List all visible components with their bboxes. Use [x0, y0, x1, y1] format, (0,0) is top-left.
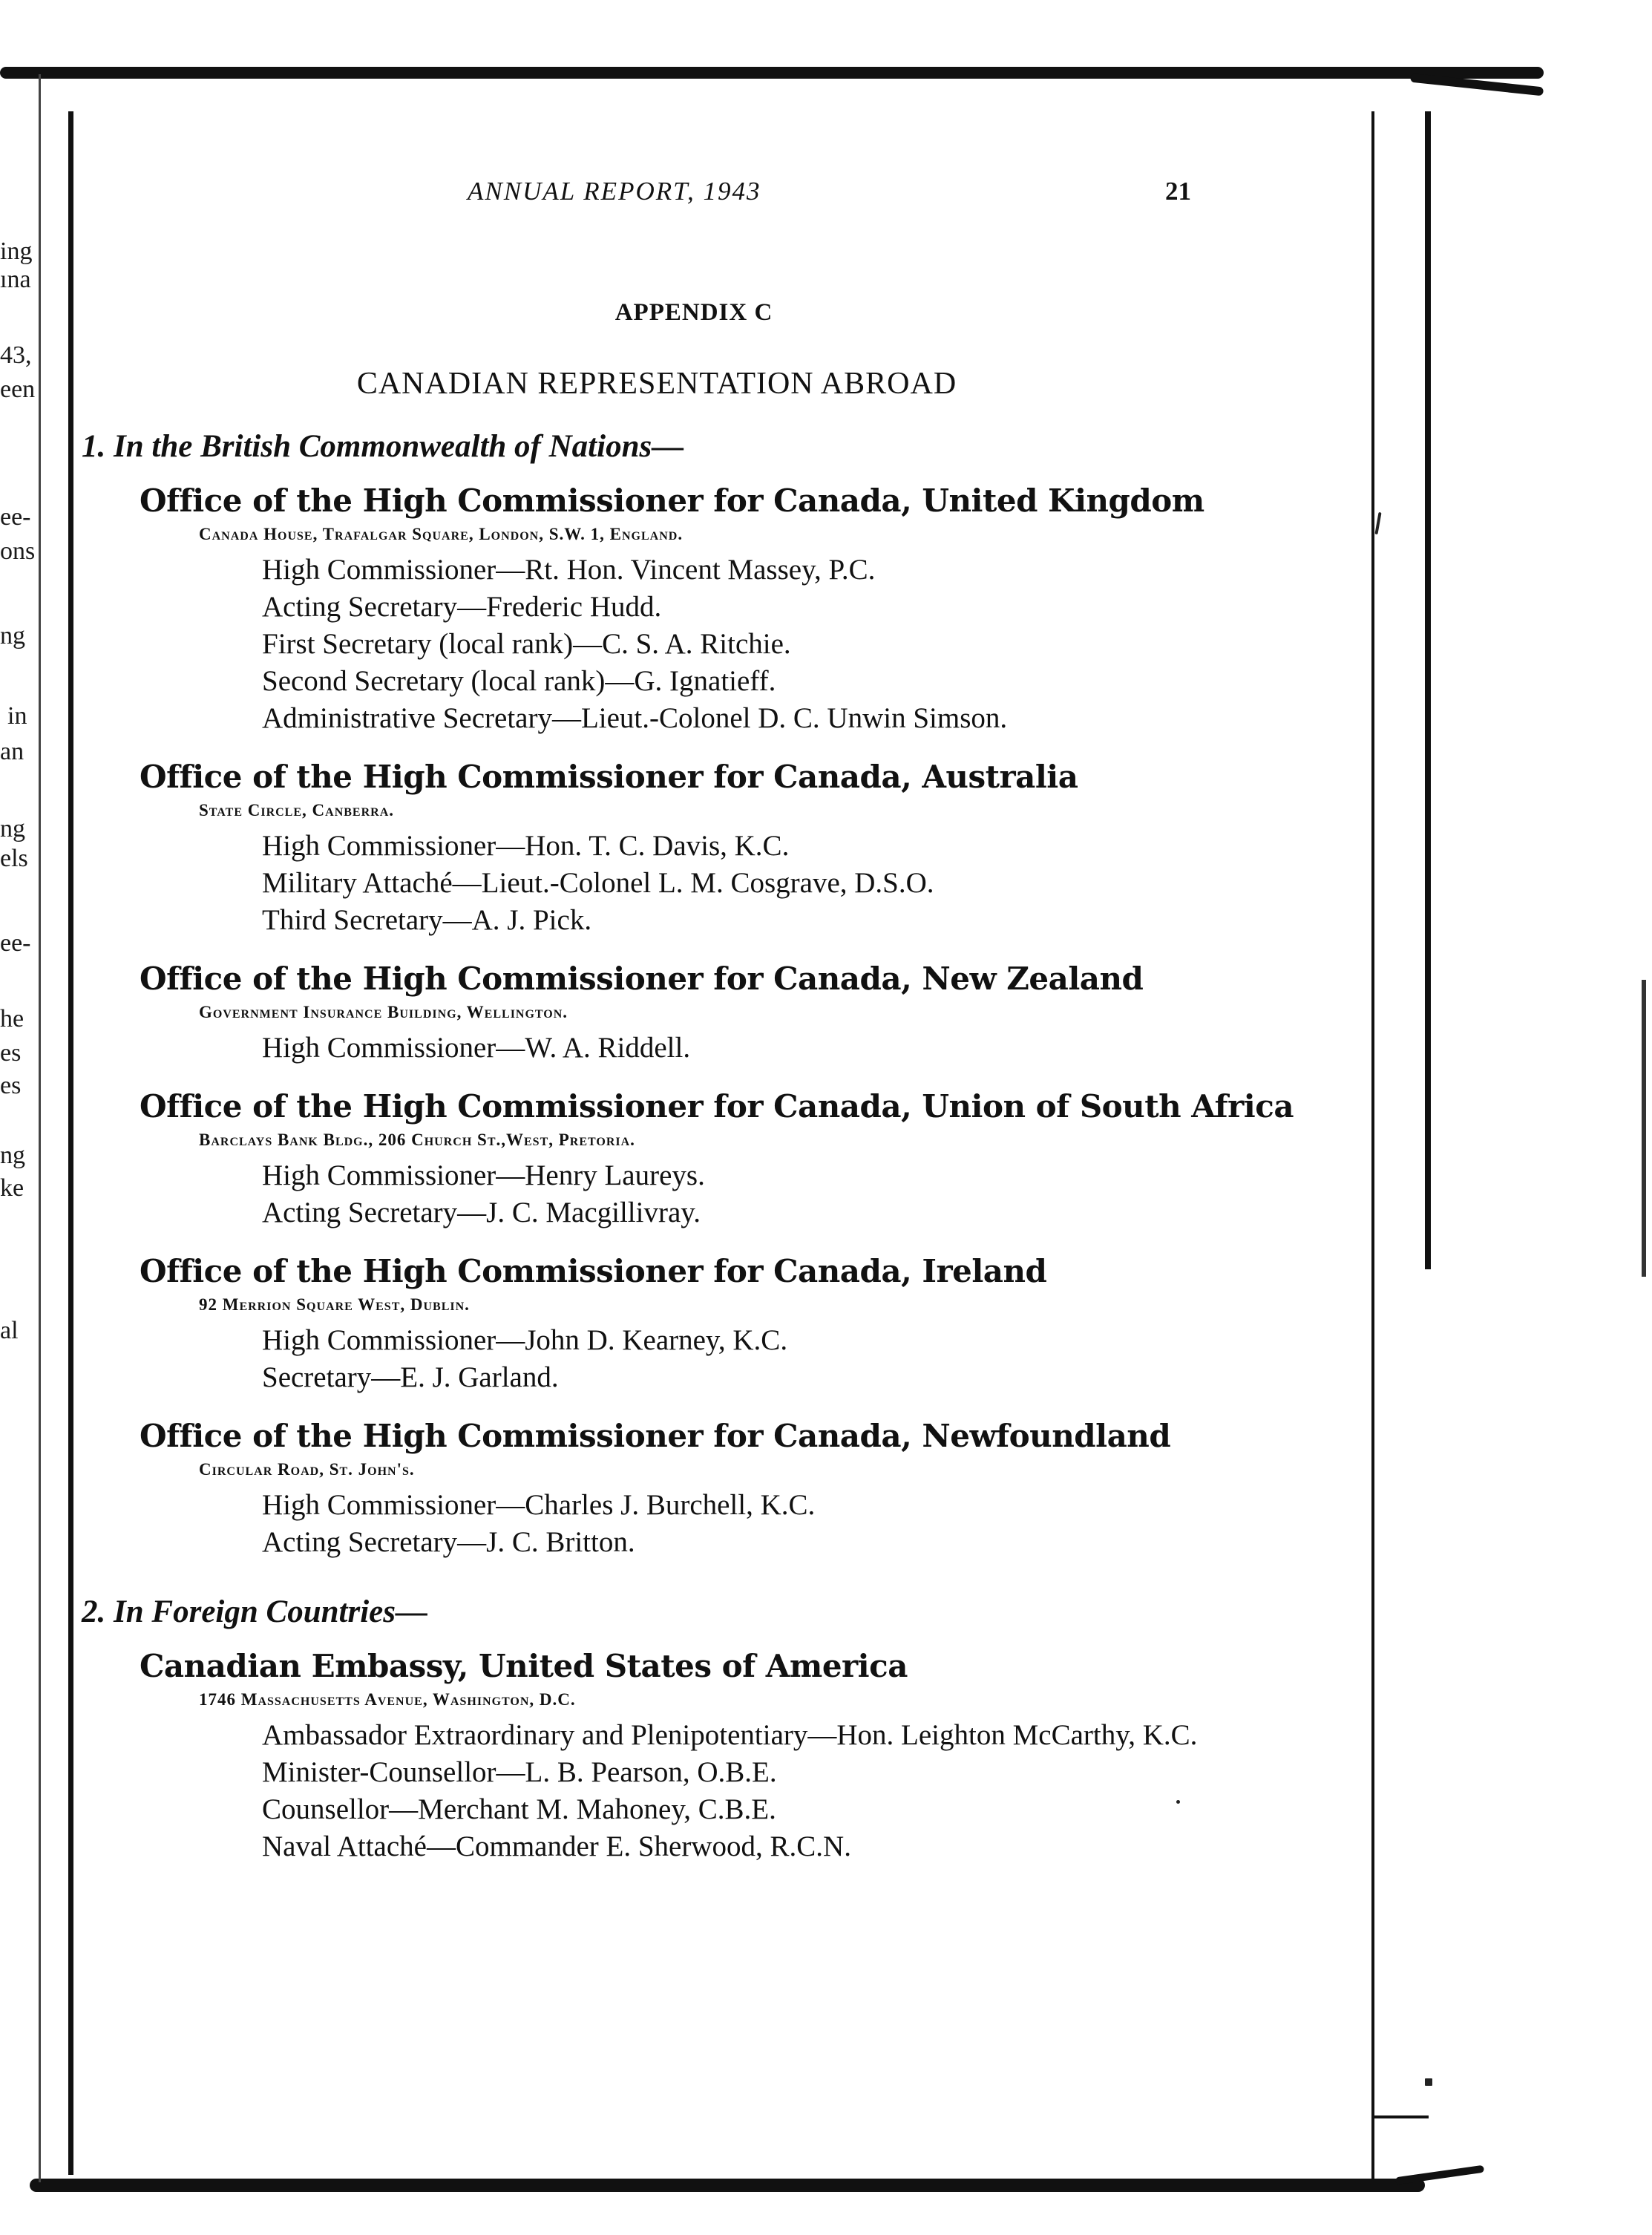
section-commonwealth — [82, 425, 1343, 1561]
staff-list — [262, 828, 1343, 939]
staff-line: Military Attaché—Lieut.-Colonel L. M. Cosgrave, D.S.O. — [262, 867, 934, 899]
office-title: Office of the High Commissioner for Canada, Ireland — [140, 1253, 1047, 1289]
office-title: Canadian Embassy, United States of America — [140, 1648, 908, 1684]
office-entry — [140, 1086, 1343, 1231]
staff-line: Acting Secretary—J. C. Britton. — [262, 1526, 635, 1558]
office-title: Office of the High Commissioner for Canada, Newfoundland — [140, 1418, 1171, 1454]
staff-line: Third Secretary—A. J. Pick. — [262, 904, 592, 936]
office-title: Office of the High Commissioner for Canada, Union of South Africa — [140, 1088, 1294, 1125]
section-heading: 1. In the British Commonwealth of Nations— — [82, 429, 684, 464]
section-heading: 2. In Foreign Countries— — [82, 1594, 427, 1629]
right-frame-line — [1373, 2115, 1429, 2118]
staff-line: Acting Secretary—J. C. Macgillivray. — [262, 1197, 701, 1228]
margin-fragment: al — [0, 1317, 19, 1344]
staff-line: High Commissioner—Henry Laureys. — [262, 1159, 705, 1191]
running-title: ANNUAL REPORT, 1943 — [468, 177, 761, 206]
office-entry — [140, 1646, 1343, 1865]
office-entry — [140, 480, 1343, 737]
margin-fragment: ng — [0, 1142, 25, 1169]
section-foreign-countries — [82, 1591, 1343, 1865]
office-entry — [140, 1251, 1343, 1396]
staff-list — [262, 1030, 1343, 1067]
margin-fragment: 43, — [0, 341, 32, 369]
staff-list — [262, 1717, 1343, 1865]
bottom-edge-shadow — [30, 2179, 1425, 2192]
office-address: Circular Road, St. John's. — [199, 1460, 415, 1479]
staff-line: High Commissioner—Hon. T. C. Davis, K.C. — [262, 830, 790, 862]
main-title: CANADIAN REPRESENTATION ABROAD — [356, 367, 957, 401]
staff-line: Naval Attaché—Commander E. Sherwood, R.C.N. — [262, 1830, 851, 1862]
margin-fragment: in — [7, 702, 27, 730]
office-address: Canada House, Trafalgar Square, London, S.W. 1, England. — [199, 525, 684, 543]
staff-line: First Secretary (local rank)—C. S. A. Ritchie. — [262, 628, 791, 660]
margin-fragment: ing — [0, 238, 33, 265]
office-title: Office of the High Commissioner for Canada, United Kingdom — [140, 482, 1204, 519]
office-address: 1746 Massachusetts Avenue, Washington, D.C. — [199, 1690, 576, 1709]
staff-list — [262, 552, 1343, 737]
office-address: Government Insurance Building, Wellington. — [199, 1003, 568, 1021]
bottom-edge-curl — [1395, 2165, 1484, 2185]
margin-fragment: ına — [0, 266, 31, 293]
content — [82, 425, 1343, 1885]
margin-fragment: ons — [0, 537, 36, 565]
staff-list — [262, 1322, 1343, 1396]
office-entry — [140, 756, 1343, 939]
office-entry — [140, 1416, 1343, 1561]
staff-line: Counsellor—Merchant M. Mahoney, C.B.E. — [262, 1793, 776, 1825]
running-header — [460, 177, 1202, 214]
staff-line: Acting Secretary—Frederic Hudd. — [262, 591, 662, 623]
staff-list — [262, 1487, 1343, 1561]
margin-fragment: es — [0, 1039, 22, 1067]
office-address: State Circle, Canberra. — [199, 801, 395, 819]
margin-fragment: ng — [0, 815, 25, 842]
margin-fragment: an — [0, 738, 24, 765]
appendix-label: APPENDIX C — [614, 299, 773, 326]
staff-line: High Commissioner—Rt. Hon. Vincent Massey, P.C. — [262, 554, 876, 586]
margin-fragment: es — [0, 1072, 22, 1099]
office-title: Office of the High Commissioner for Canada, New Zealand — [140, 961, 1144, 997]
staff-line: High Commissioner—Charles J. Burchell, K.C. — [262, 1489, 816, 1521]
staff-line: Secretary—E. J. Garland. — [262, 1361, 559, 1393]
right-inner-line — [1371, 111, 1374, 2182]
staff-line: High Commissioner—W. A. Riddell. — [262, 1032, 691, 1064]
speck-mark — [1425, 2078, 1432, 2086]
margin-fragment: een — [0, 376, 36, 403]
page-number: 21 — [1165, 177, 1191, 206]
staff-line: Ambassador Extraordinary and Plenipotentiary—Hon. Leighton McCarthy, K.C. — [262, 1719, 1198, 1751]
staff-line: Minister-Counsellor—L. B. Pearson, O.B.E. — [262, 1756, 777, 1788]
speck-mark — [1374, 512, 1381, 534]
staff-line: High Commissioner—John D. Kearney, K.C. — [262, 1324, 788, 1356]
margin-fragment: ee- — [0, 503, 31, 531]
staff-line: Second Secretary (local rank)—G. Ignatieff. — [262, 665, 776, 697]
office-address: Barclays Bank Bldg., 206 Church St.,West, Pretoria. — [199, 1130, 635, 1149]
top-edge-shadow — [0, 67, 1544, 79]
office-address: 92 Merrion Square West, Dublin. — [199, 1295, 470, 1314]
margin-fragment: he — [0, 1005, 24, 1033]
margin-fragment: ee- — [0, 929, 31, 957]
office-title: Office of the High Commissioner for Canada, Australia — [140, 759, 1078, 795]
far-right-edge — [1642, 980, 1646, 1277]
staff-line: Administrative Secretary—Lieut.-Colonel D. C. Unwin Simson. — [262, 702, 1008, 734]
margin-fragment: ke — [0, 1174, 24, 1202]
right-outer-line — [1425, 111, 1431, 1269]
margin-fragment: els — [0, 845, 28, 872]
margin-fragment: ng — [0, 622, 25, 649]
office-entry — [140, 958, 1343, 1067]
left-inner-line — [68, 111, 73, 2175]
staff-list — [262, 1157, 1343, 1231]
